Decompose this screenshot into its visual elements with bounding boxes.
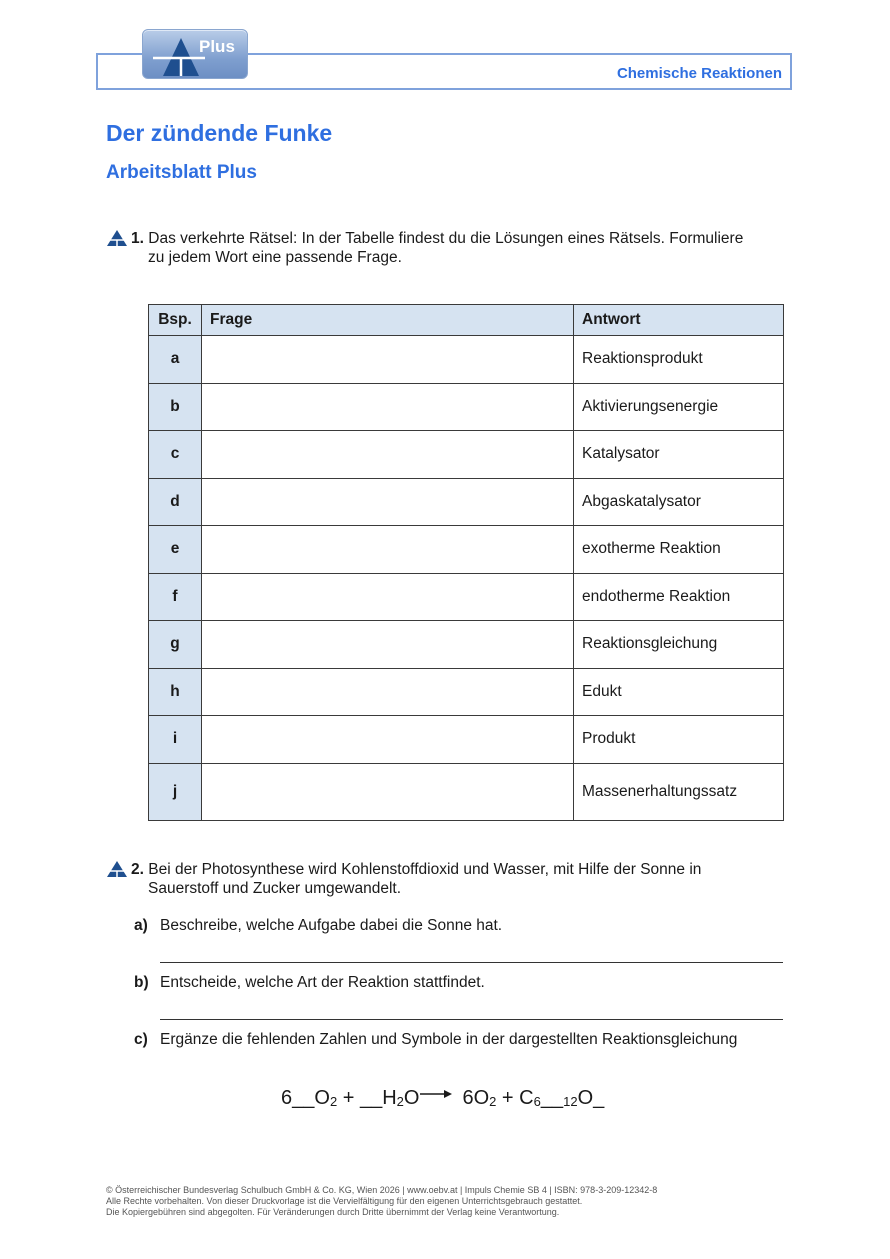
subtask-text: Ergänze die fehlenden Zahlen und Symbole in der dargestellten Reaktionsgleichung: [160, 1031, 738, 1048]
eq-subscript: 6: [533, 1094, 541, 1109]
subtask-text: Entscheide, welche Art der Reaktion stattfindet.: [160, 974, 485, 991]
logo-text: Plus: [199, 37, 235, 56]
footer-line: © Österreichischer Bundesverlag Schulbuch GmbH & Co. KG, Wien 2026 | www.oebv.at | Impuls Chemie SB 4 | ISBN: 978-3-209-12342-8: [106, 1185, 658, 1195]
subtask-label: c): [134, 1031, 148, 1048]
table-row: [149, 573, 784, 621]
answer-cell: Katalysator: [574, 431, 784, 479]
table-row: [149, 431, 784, 479]
table-header-frage: Frage: [202, 305, 574, 336]
copyright-footer: [106, 1185, 657, 1218]
footer-line: Alle Rechte vorbehalten. Von dieser Druckvorlage ist die Vervielfältigung für den eigenen Unterrichtsgebrauch gestattet.: [106, 1196, 583, 1206]
answer-cell: Reaktionsgleichung: [574, 621, 784, 669]
row-letter: i: [149, 716, 202, 764]
task-text-line1: Bei der Photosynthese wird Kohlenstoffdioxid und Wasser, mit Hilfe der Sonne in: [148, 861, 702, 878]
section-title: Chemische Reaktionen: [616, 65, 782, 82]
table-row: [149, 621, 784, 669]
table-row: [149, 478, 784, 526]
subtask-a: [134, 917, 502, 935]
row-letter: j: [149, 763, 202, 820]
answer-line-b[interactable]: [160, 1019, 783, 1020]
question-cell[interactable]: [202, 336, 574, 384]
eq-subscript: 2: [489, 1094, 497, 1109]
table-row: [149, 526, 784, 574]
eq-part: + __H: [337, 1087, 397, 1109]
plus-logo: [142, 29, 248, 79]
subtask-label: a): [134, 917, 148, 934]
question-cell[interactable]: [202, 383, 574, 431]
triangle-task-icon: [106, 860, 128, 878]
table-row: [149, 383, 784, 431]
eq-part: O_: [577, 1087, 605, 1109]
row-letter: d: [149, 478, 202, 526]
table-row: [149, 763, 784, 820]
task-text-line2: zu jedem Wort eine passende Frage.: [148, 249, 402, 266]
question-cell[interactable]: [202, 763, 574, 820]
task-number: 2.: [131, 861, 144, 878]
question-cell[interactable]: [202, 573, 574, 621]
table-header-antwort: Antwort: [574, 305, 784, 336]
triangle-task-icon: [106, 229, 128, 247]
question-cell[interactable]: [202, 526, 574, 574]
reaction-equation: [281, 1087, 604, 1110]
table-row: [149, 716, 784, 764]
footer-line: Die Kopiergebühren sind abgegolten. Für Veränderungen durch Dritte übernimmt der Verlag keine Verantwortung.: [106, 1207, 560, 1217]
row-letter: b: [149, 383, 202, 431]
row-letter: g: [149, 621, 202, 669]
answer-cell: Edukt: [574, 668, 784, 716]
subtask-c: [134, 1031, 737, 1049]
eq-part: + C: [496, 1087, 534, 1109]
eq-subscript: 2: [329, 1094, 338, 1109]
page-title: Der zündende Funke: [106, 120, 333, 146]
table-row: [149, 668, 784, 716]
subtask-label: b): [134, 974, 149, 991]
eq-part: 6__O: [281, 1087, 330, 1109]
question-table: [148, 304, 784, 821]
question-cell[interactable]: [202, 716, 574, 764]
eq-part: __: [540, 1087, 564, 1109]
question-cell[interactable]: [202, 478, 574, 526]
answer-cell: Aktivierungsenergie: [574, 383, 784, 431]
task-text-line2: Sauerstoff und Zucker umgewandelt.: [148, 880, 402, 897]
question-cell[interactable]: [202, 621, 574, 669]
page-subtitle: Arbeitsblatt Plus: [106, 162, 257, 183]
subtask-b: [134, 974, 485, 992]
question-cell[interactable]: [202, 668, 574, 716]
eq-subscript: 2: [396, 1094, 404, 1109]
answer-cell: Reaktionsprodukt: [574, 336, 784, 384]
row-letter: c: [149, 431, 202, 479]
answer-line-a[interactable]: [160, 962, 783, 963]
reaction-arrow-icon: [420, 1088, 452, 1100]
eq-part: 6O: [462, 1087, 490, 1109]
answer-cell: Massenerhaltungssatz: [574, 763, 784, 820]
table-header-bsp: Bsp.: [149, 305, 202, 336]
answer-cell: Produkt: [574, 716, 784, 764]
subtask-text: Beschreibe, welche Aufgabe dabei die Sonne hat.: [160, 917, 503, 934]
answer-cell: endotherme Reaktion: [574, 573, 784, 621]
eq-part: O: [403, 1087, 420, 1109]
task-number: 1.: [131, 230, 144, 247]
row-letter: e: [149, 526, 202, 574]
eq-subscript: 12: [563, 1094, 578, 1109]
task-text-line1: Das verkehrte Rätsel: In der Tabelle findest du die Lösungen eines Rätsels. Formuliere: [148, 230, 744, 247]
question-cell[interactable]: [202, 431, 574, 479]
answer-cell: exotherme Reaktion: [574, 526, 784, 574]
answer-cell: Abgaskatalysator: [574, 478, 784, 526]
row-letter: f: [149, 573, 202, 621]
row-letter: a: [149, 336, 202, 384]
row-letter: h: [149, 668, 202, 716]
table-row: [149, 336, 784, 384]
